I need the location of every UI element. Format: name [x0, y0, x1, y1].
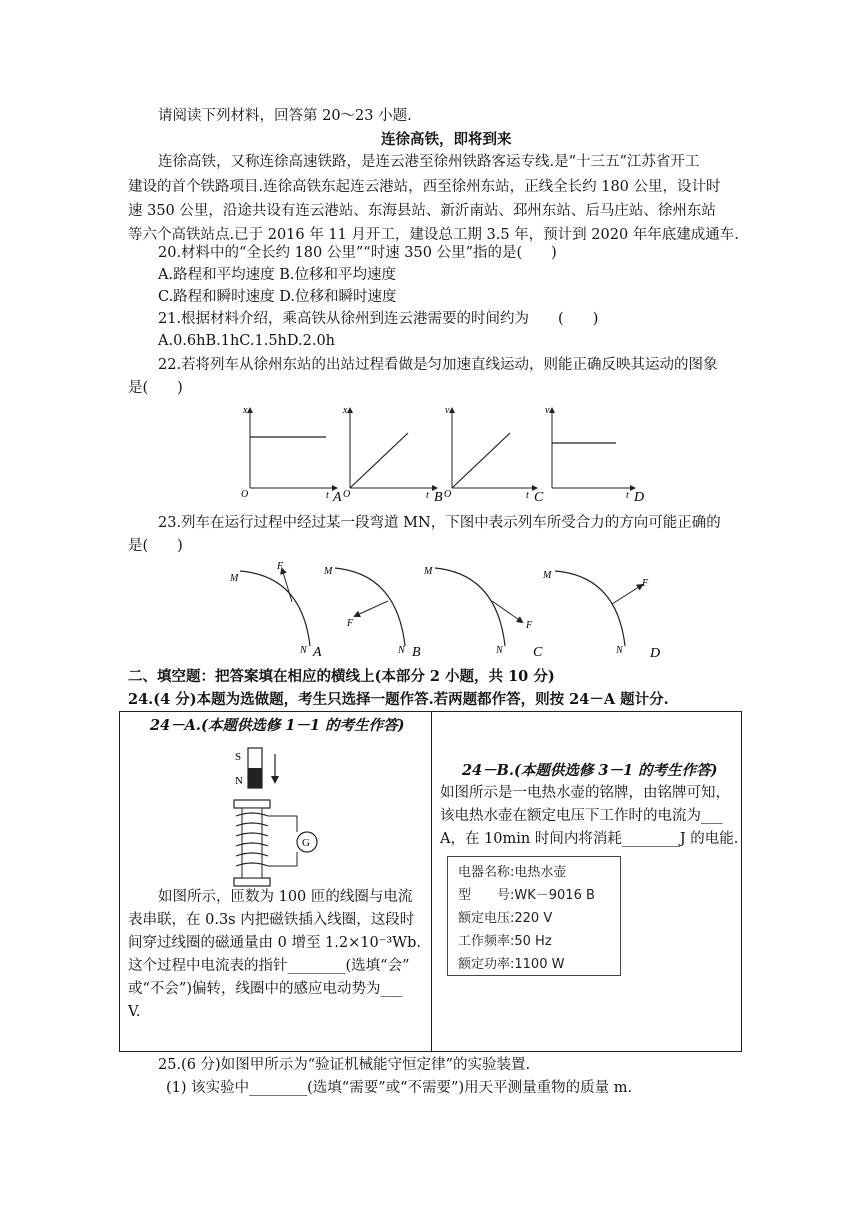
- q24b-line: 该电热水壶在额定电压下工作时的电流为___: [440, 808, 723, 824]
- q23-b-n: N: [398, 645, 405, 656]
- q22-stem-cont: 是( ): [128, 380, 183, 396]
- q22-a-option: A: [333, 490, 342, 505]
- nameplate-row: 额定电压:220 V: [458, 911, 553, 926]
- q22-graph-a: [241, 405, 342, 505]
- q22-c-option: C: [534, 490, 544, 505]
- q20-options-ab: A.路程和平均速度 B.位移和平均速度: [158, 267, 396, 283]
- material-line: 等六个高铁站点.已于 2016 年 11 月开工，建设总工期 3.5 年，预计到 2020 年年底建成通车.: [128, 227, 739, 243]
- material-line: 建设的首个铁路项目.连徐高铁东起连云港站，西至徐州东站，正线全长约 180 公里，设计时: [128, 179, 721, 195]
- q24a-diagram: [222, 740, 332, 888]
- q23-a-option: A: [313, 645, 322, 660]
- q24-divider: [431, 712, 432, 1051]
- q24b-title: [462, 761, 717, 781]
- q22-graph-b: [342, 405, 443, 505]
- nameplate-row: 型 号:WK－9016 B: [458, 888, 595, 903]
- q23-curve-d: [542, 570, 660, 661]
- q23-c-option: C: [533, 645, 543, 660]
- q20-stem: 20.材料中的“全长约 180 公里”“时速 350 公里”指的是( ): [158, 245, 557, 261]
- q22-d-xlabel: t: [626, 490, 629, 501]
- q22-graphs: [230, 398, 660, 510]
- q23-a-m: M: [230, 573, 239, 584]
- q23-curve-a: [229, 561, 322, 660]
- q21-options: A.0.6hB.1hC.1.5hD.2.0h: [158, 333, 336, 349]
- q24b-line: A，在 10min 时间内将消耗________J 的电能.: [440, 831, 739, 847]
- intro-text: 请阅读下列材料，回答第 20～23 小题.: [158, 108, 412, 124]
- q23-curves: [220, 556, 670, 664]
- q23-d-option: D: [650, 646, 661, 661]
- q23-curve-c: [423, 566, 543, 660]
- nameplate-row: 电器名称:电热水壶: [458, 865, 567, 880]
- nameplate: [447, 856, 621, 976]
- q24a-line: 表串联，在 0.3s 内把磁铁插入线圈，这段时: [128, 912, 415, 928]
- q23-a-n: N: [300, 645, 307, 656]
- q22-b-option: B: [434, 490, 443, 505]
- section2-heading: 二、填空题：把答案填在相应的横线上(本部分 2 小题，共 10 分): [128, 668, 555, 685]
- q22-b-xlabel: t: [426, 490, 429, 501]
- q22-a-xlabel: t: [326, 490, 329, 501]
- q22-stem: 22.若将列车从徐州东站的出站过程看做是匀加速直线运动，则能正确反映其运动的图象: [158, 357, 718, 373]
- q24a-title-text: 24－A.(本题供选修 1－1 的考生作答): [150, 717, 405, 734]
- q24a-line: 如图所示，匝数为 100 匝的线圈与电流: [158, 889, 413, 905]
- q22-c-origin: O: [444, 489, 452, 500]
- q23-c-m: M: [424, 566, 433, 577]
- q22-graph-d: [545, 405, 644, 505]
- q23-d-n: N: [616, 645, 623, 656]
- q22-d-ylabel: v: [545, 405, 550, 416]
- q24a-magnet-s: S: [235, 751, 242, 763]
- q23-d-m: M: [543, 570, 552, 581]
- material-line: 连徐高铁，又称连徐高速铁路，是连云港至徐州铁路客运专线.是“十三五”江苏省开工: [158, 154, 700, 170]
- q22-d-option: D: [634, 490, 645, 505]
- nameplate-row: 工作频率:50 Hz: [458, 934, 552, 949]
- q24a-title: [150, 716, 404, 736]
- material-title: 连徐高铁，即将到来: [381, 132, 512, 148]
- q23-a-f: F: [277, 561, 284, 572]
- q23-stem: 23.列车在运行过程中经过某一段弯道 MN，下图中表示列车所受合力的方向可能正确的: [158, 515, 721, 531]
- q22-c-xlabel: t: [526, 490, 529, 501]
- q24a-line: 这个过程中电流表的指针________(选填“会”: [128, 958, 410, 974]
- q24a-magnet-n: N: [235, 775, 243, 787]
- q21-stem: 21.根据材料介绍，乘高铁从徐州到连云港需要的时间约为 ( ): [158, 311, 599, 327]
- q24a-line: V.: [128, 1004, 141, 1020]
- q23-c-n: N: [496, 645, 503, 656]
- q23-b-option: B: [412, 645, 421, 660]
- nameplate-row: 额定功率:1100 W: [458, 957, 565, 972]
- q24a-meter-label: G: [302, 837, 310, 849]
- q23-curve-b: [323, 566, 421, 660]
- q22-b-origin: O: [343, 489, 351, 500]
- material-line: 速 350 公里，沿途共设有连云港站、东海县站、新沂南站、邳州东站、后马庄站、徐州东站: [128, 203, 716, 219]
- q23-stem-cont: 是( ): [128, 538, 183, 554]
- q24b-line: 如图所示是一电热水壶的铭牌，由铭牌可知，: [440, 785, 730, 801]
- q25-sub1: (1) 该实验中________(选填“需要”或“不需要”)用天平测量重物的质量 m.: [166, 1080, 633, 1096]
- q22-a-origin: O: [241, 489, 249, 500]
- q20-options-cd: C.路程和瞬时速度 D.位移和瞬时速度: [158, 289, 397, 305]
- q24a-line: 或“不会”)偏转，线圈中的感应电动势为___: [128, 981, 403, 997]
- q23-d-f: F: [642, 578, 649, 589]
- q25-stem: 25.(6 分)如图甲所示为“验证机械能守恒定律”的实验装置.: [158, 1057, 531, 1073]
- q24a-line: 间穿过线圈的磁通量由 0 增至 1.2×10⁻³Wb.: [128, 935, 421, 951]
- q22-a-ylabel: x: [243, 405, 248, 416]
- q23-b-m: M: [324, 566, 333, 577]
- q23-c-f: F: [526, 620, 533, 631]
- q22-graph-c: [444, 405, 544, 505]
- q23-b-f: F: [347, 618, 354, 629]
- q22-c-ylabel: v: [445, 405, 450, 416]
- q24b-title-text: 24－B.(本题供选修 3－1 的考生作答): [462, 762, 718, 779]
- q24-intro: 24.(4 分)本题为选做题，考生只选择一题作答.若两题都作答，则按 24－A 题计分.: [128, 691, 669, 708]
- q22-b-ylabel: x: [343, 405, 348, 416]
